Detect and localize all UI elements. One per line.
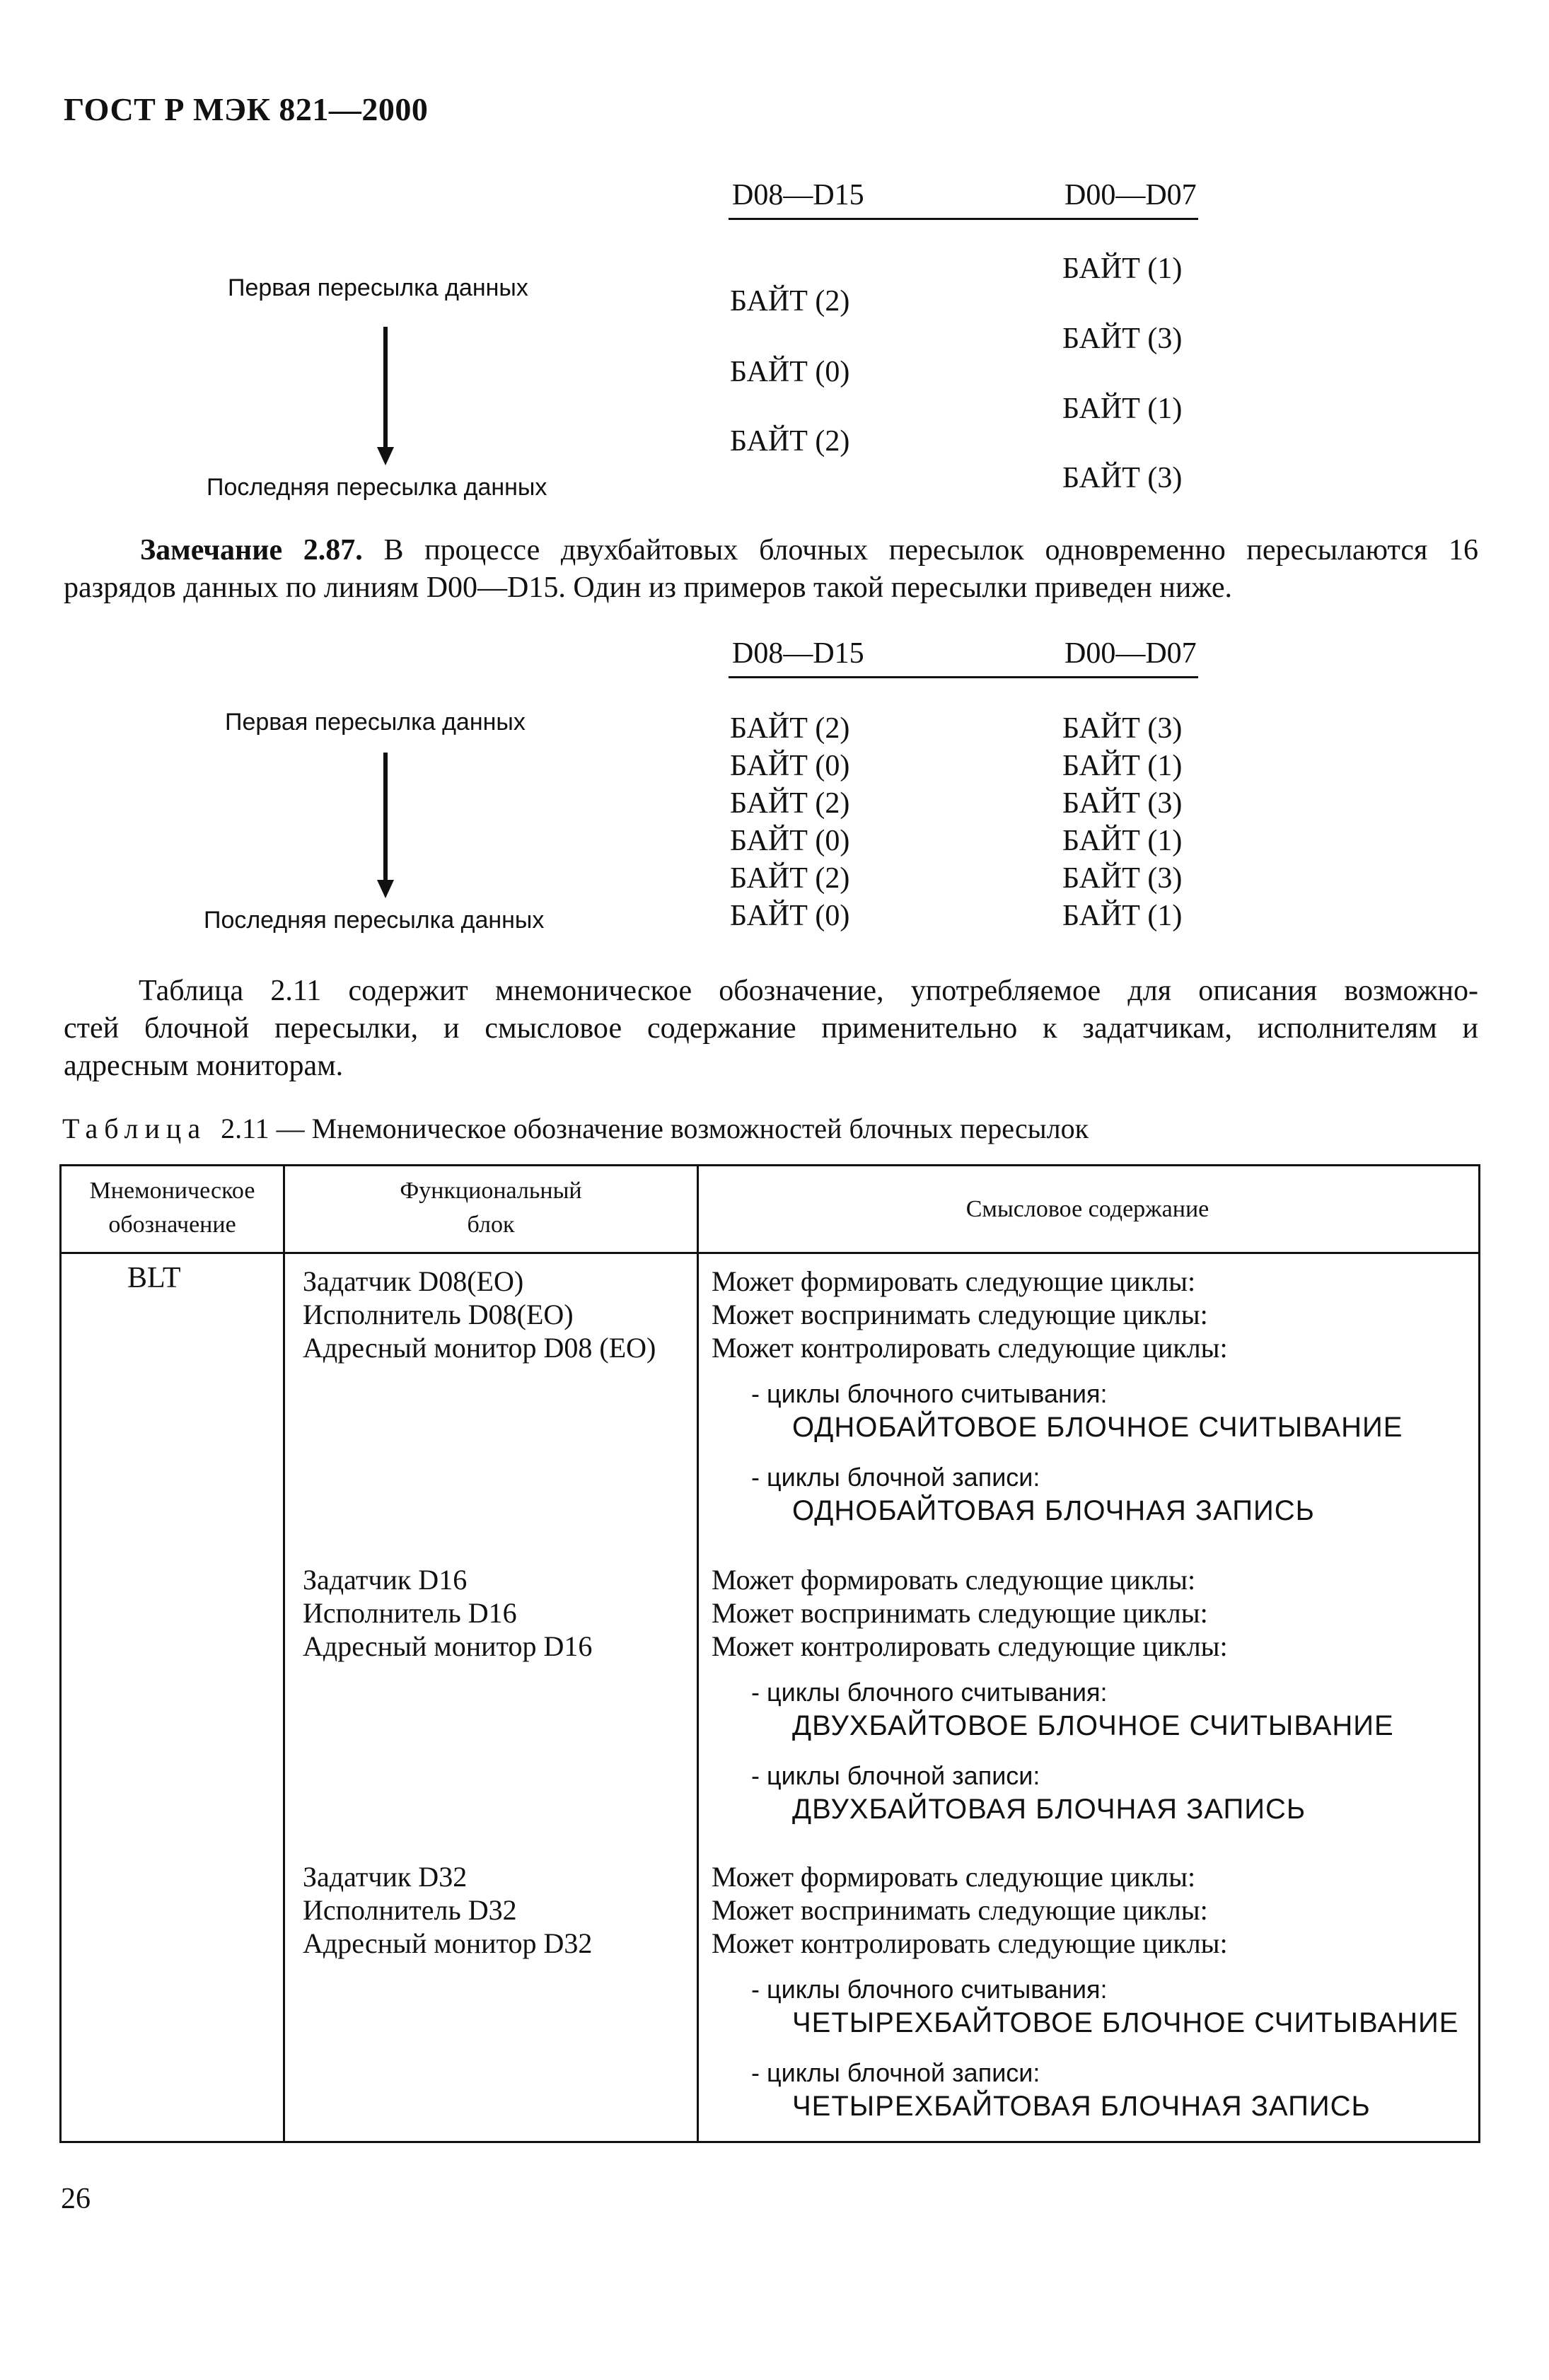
- note-text-line1: В процессе двухбайтовых блочных пересылок одновременно пересылаются 16: [383, 534, 1478, 567]
- table-caption-word: Таблица: [62, 1113, 207, 1144]
- block-monitor: Адресный монитор D08 (EO): [303, 1332, 656, 1364]
- write-value-group-2: ДВУХБАЙТОВАЯ БЛОЧНАЯ ЗАПИСЬ: [792, 1794, 1306, 1825]
- block-monitor: Адресный монитор D16: [303, 1630, 593, 1662]
- byte-left-4: БАЙТ (0): [730, 825, 850, 857]
- intro-line2: стей блочной пересылки, и смысловое содержание применительно к задатчикам, исполнителям и: [64, 1012, 1478, 1045]
- write-label-group-1: - циклы блочной записи:: [751, 1463, 1040, 1492]
- note-text-line2: разрядов данных по линиям D00—D15. Один из примеров такой пересылки приведен ниже.: [64, 571, 1232, 604]
- column-header-d08-d15: D08—D15: [732, 637, 864, 670]
- document-header: ГОСТ Р МЭК 821—2000: [64, 91, 429, 127]
- block-slave: Исполнитель D32: [303, 1894, 517, 1926]
- arrow-down-icon: [383, 753, 388, 881]
- byte-left-3: БАЙТ (2): [730, 425, 850, 458]
- byte-right-3: БАЙТ (1): [1062, 393, 1183, 425]
- abilities-group-2: Может формировать следующие циклы: Может воспринимать следующие циклы: Может контролировать следующие циклы:: [712, 1564, 1228, 1662]
- column-header-d00-d07: D00—D07: [1064, 179, 1197, 211]
- mnemonic-value: BLT: [127, 1262, 181, 1294]
- column-header-d00-d07: D00—D07: [1064, 637, 1197, 670]
- read-value-group-2: ДВУХБАЙТОВОЕ БЛОЧНОЕ СЧИТЫВАНИЕ: [792, 1710, 1394, 1741]
- byte-right-4: БАЙТ (1): [1062, 825, 1183, 857]
- column-header-underline: [729, 676, 1198, 678]
- byte-right-2: БАЙТ (1): [1062, 750, 1183, 782]
- read-value-group-1: ОДНОБАЙТОВОЕ БЛОЧНОЕ СЧИТЫВАНИЕ: [792, 1412, 1403, 1443]
- byte-right-4: БАЙТ (3): [1062, 462, 1183, 494]
- byte-left-1: БАЙТ (2): [730, 285, 850, 318]
- first-transfer-label: Первая пересылка данных: [225, 709, 526, 736]
- block-slave: Исполнитель D08(EO): [303, 1299, 574, 1330]
- header-functional-block: Функциональный блок: [400, 1178, 582, 1238]
- read-label-group-2: - циклы блочного считывания:: [751, 1678, 1108, 1707]
- note-title: Замечание 2.87.: [140, 534, 363, 567]
- byte-left-5: БАЙТ (2): [730, 862, 850, 895]
- last-transfer-label: Последняя пересылка данных: [207, 474, 547, 501]
- write-value-group-1: ОДНОБАЙТОВАЯ БЛОЧНАЯ ЗАПИСЬ: [792, 1495, 1315, 1526]
- intro-line1: Таблица 2.11 содержит мнемоническое обозначение, употребляемое для описания возможно-: [139, 975, 1478, 1007]
- page-number: 26: [61, 2183, 91, 2215]
- arrow-down-icon: [383, 327, 388, 448]
- arrowhead-icon: [377, 880, 394, 898]
- table-caption: [62, 1112, 1089, 1145]
- write-label-group-3: - циклы блочной записи:: [751, 2058, 1040, 2087]
- byte-left-2: БАЙТ (0): [730, 356, 850, 388]
- first-transfer-label: Первая пересылка данных: [228, 274, 528, 301]
- header-separator: [59, 1252, 1478, 1254]
- abilities-group-1: Может формировать следующие циклы: Может воспринимать следующие циклы: Может контролировать следующие циклы:: [712, 1265, 1228, 1364]
- write-value-group-3: ЧЕТЫРЕХБАЙТОВАЯ БЛОЧНАЯ ЗАПИСЬ: [792, 2091, 1371, 2122]
- byte-right-1: БАЙТ (1): [1062, 252, 1183, 285]
- column-divider-1: [283, 1164, 285, 2141]
- column-header-d08-d15: D08—D15: [732, 179, 864, 211]
- arrowhead-icon: [377, 447, 394, 465]
- column-divider-2: [697, 1164, 699, 2141]
- byte-right-5: БАЙТ (3): [1062, 862, 1183, 895]
- header-meaning: Смысловое содержание: [965, 1196, 1209, 1222]
- block-slave: Исполнитель D16: [303, 1597, 517, 1629]
- column-header-underline: [729, 218, 1198, 220]
- byte-right-1: БАЙТ (3): [1062, 712, 1183, 745]
- read-label-group-3: - циклы блочного считывания:: [751, 1975, 1108, 2004]
- byte-left-3: БАЙТ (2): [730, 787, 850, 820]
- note-paragraph-line1: [64, 532, 1478, 569]
- block-master: Задатчик D16: [303, 1564, 468, 1596]
- write-label-group-2: - циклы блочной записи:: [751, 1761, 1040, 1790]
- table-caption-text: 2.11 — Мнемоническое обозначение возможностей блочных пересылок: [221, 1113, 1089, 1144]
- byte-left-6: БАЙТ (0): [730, 900, 850, 932]
- read-label-group-1: - циклы блочного считывания:: [751, 1379, 1108, 1408]
- block-master: Задатчик D32: [303, 1861, 468, 1893]
- block-monitor: Адресный монитор D32: [303, 1927, 593, 1959]
- block-group-3: [303, 1860, 592, 1960]
- byte-right-3: БАЙТ (3): [1062, 787, 1183, 820]
- last-transfer-label: Последняя пересылка данных: [204, 907, 545, 934]
- byte-left-2: БАЙТ (0): [730, 750, 850, 782]
- byte-right-2: БАЙТ (3): [1062, 323, 1183, 355]
- byte-right-6: БАЙТ (1): [1062, 900, 1183, 932]
- header-mnemonic: Мнемоническое обозначение: [89, 1178, 255, 1238]
- read-value-group-3: ЧЕТЫРЕХБАЙТОВОЕ БЛОЧНОЕ СЧИТЫВАНИЕ: [792, 2007, 1459, 2038]
- block-group-2: [303, 1563, 592, 1663]
- abilities-group-3: Может формировать следующие циклы: Может воспринимать следующие циклы: Может контролировать следующие циклы:: [712, 1861, 1228, 1959]
- block-master: Задатчик D08(EO): [303, 1265, 524, 1297]
- block-group-1: [303, 1265, 656, 1364]
- intro-line3: адресным мониторам.: [64, 1050, 344, 1082]
- byte-left-1: БАЙТ (2): [730, 712, 850, 745]
